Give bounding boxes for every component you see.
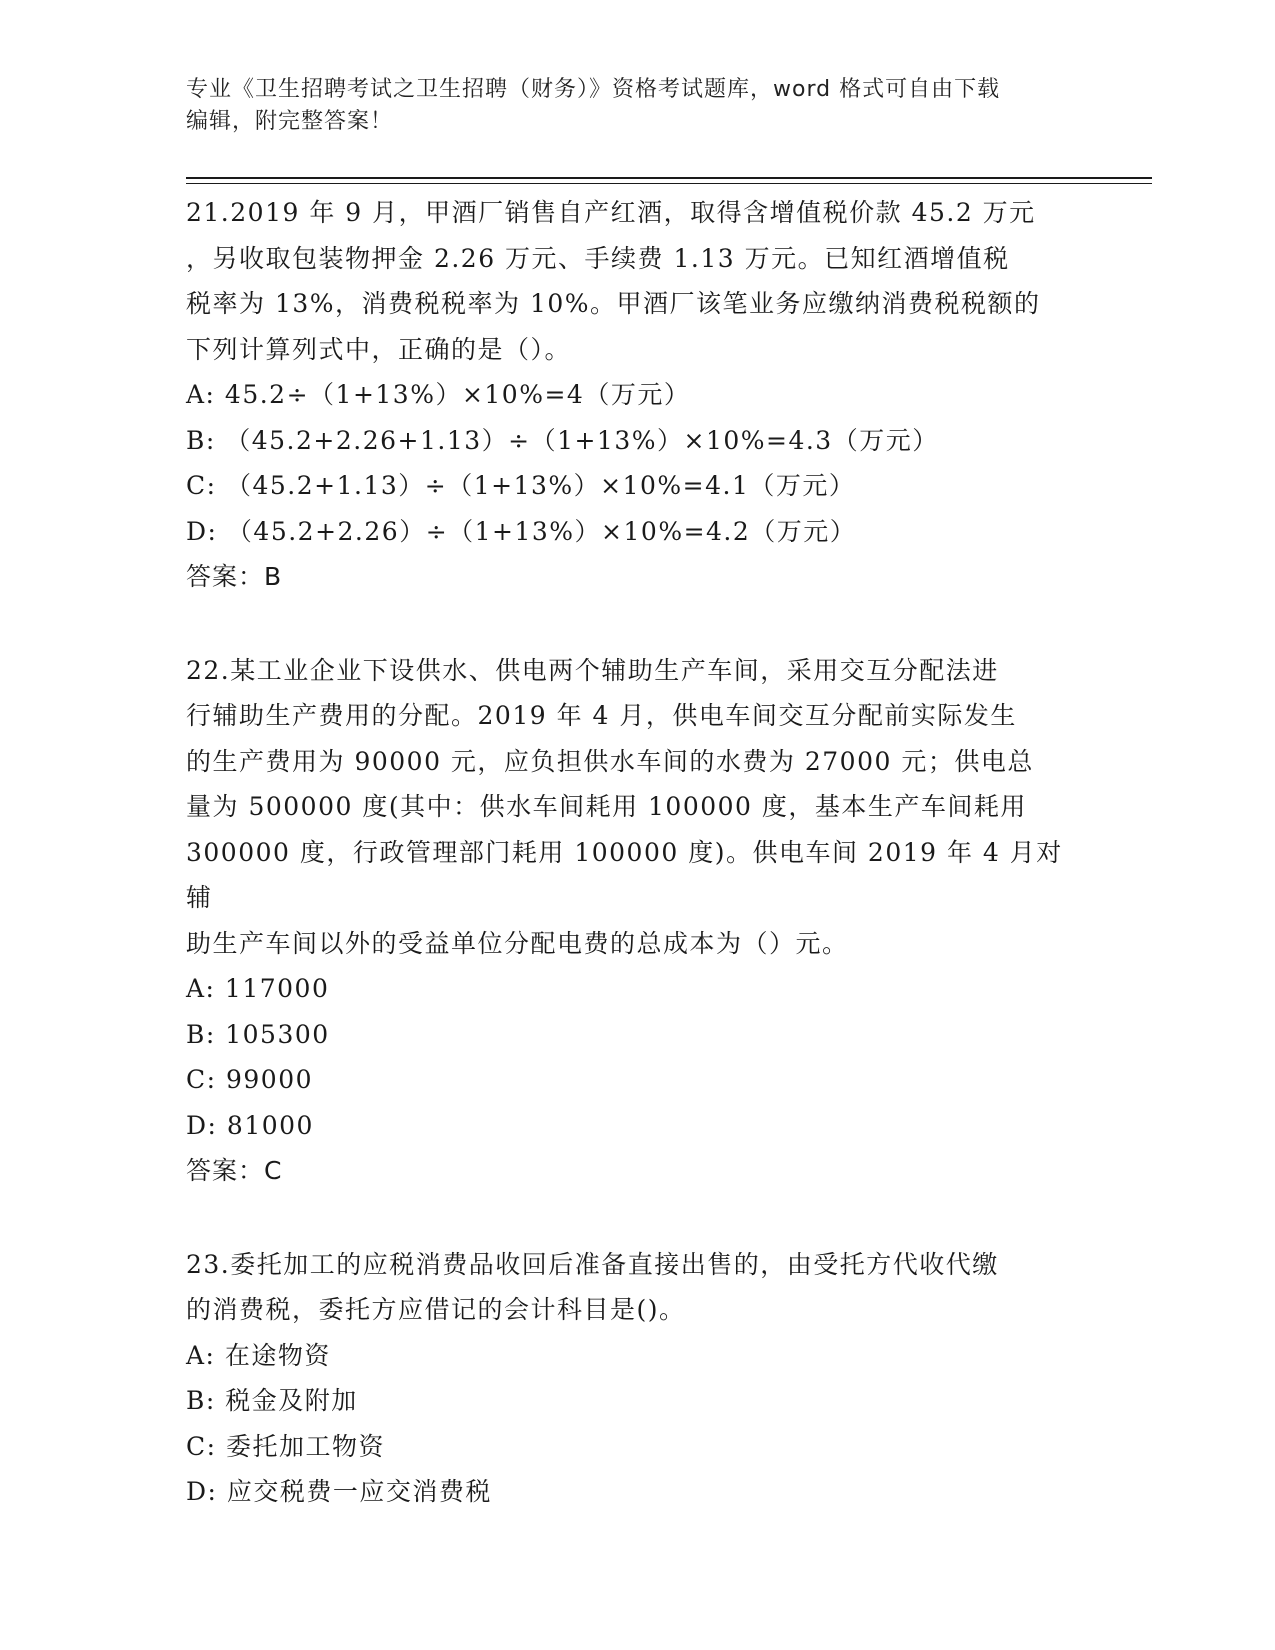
question-stem-line: ，另收取包装物押金 2.26 万元、手续费 1.13 万元。已知红酒增值税 xyxy=(186,243,1010,273)
question-21 xyxy=(186,190,1086,600)
question-stem-line: 的生产费用为 90000 元，应负担供水车间的水费为 27000 元；供电总 xyxy=(186,746,1034,776)
question-stem-line: 的消费税，委托方应借记的会计科目是()。 xyxy=(186,1295,686,1324)
question-list xyxy=(186,190,1086,1515)
answer-label: 答案：C xyxy=(186,1156,283,1185)
option-c: C: 委托加工物资 xyxy=(186,1431,385,1461)
header-divider-thin xyxy=(186,183,1152,184)
option-b: B: （45.2+2.26+1.13）÷（1+13%）×10%=4.3（万元） xyxy=(186,425,939,455)
option-d: D: 应交税费一应交消费税 xyxy=(186,1477,492,1506)
option-c: C: 99000 xyxy=(186,1065,314,1094)
option-b: B: 105300 xyxy=(186,1019,330,1049)
header-line-1: 专业《卫生招聘考试之卫生招聘（财务）》资格考试题库，word 格式可自由下载 xyxy=(186,77,1001,102)
question-spacer xyxy=(186,1194,1086,1242)
header-line-2: 编辑，附完整答案！ xyxy=(186,109,394,134)
question-stem-line: 助生产车间以外的受益单位分配电费的总成本为（）元。 xyxy=(186,928,849,958)
option-a: A: 45.2÷（1+13%）×10%=4（万元） xyxy=(186,380,691,409)
option-a: A: 117000 xyxy=(186,974,330,1003)
question-stem-line: 300000 度，行政管理部门耗用 100000 度)。供电车间 2019 年 4 月对辅 xyxy=(186,837,1063,912)
question-22 xyxy=(186,648,1086,1194)
question-stem-line: 23.委托加工的应税消费品收回后准备直接出售的，由受托方代收代缴 xyxy=(186,1249,999,1279)
page-header xyxy=(186,74,1066,138)
header-divider-thick xyxy=(186,177,1152,179)
question-stem-line: 22.某工业企业下设供水、供电两个辅助生产车间，采用交互分配法进 xyxy=(186,655,999,685)
question-spacer xyxy=(186,600,1086,648)
question-stem-line: 行辅助生产费用的分配。2019 年 4 月，供电车间交互分配前实际发生 xyxy=(186,701,1017,730)
question-23 xyxy=(186,1242,1086,1515)
option-b: B: 税金及附加 xyxy=(186,1386,358,1415)
question-stem-line: 税率为 13%，消费税税率为 10%。甲酒厂该笔业务应缴纳消费税税额的 xyxy=(186,289,1041,318)
option-d: D: 81000 xyxy=(186,1110,314,1140)
question-stem-line: 下列计算列式中，正确的是（）。 xyxy=(186,334,572,364)
answer-label: 答案：B xyxy=(186,562,283,591)
option-d: D: （45.2+2.26）÷（1+13%）×10%=4.2（万元） xyxy=(186,516,857,546)
question-stem-line: 21.2019 年 9 月，甲酒厂销售自产红酒，取得含增值税价款 45.2 万元 xyxy=(186,198,1036,227)
option-a: A: 在途物资 xyxy=(186,1340,331,1370)
question-stem-line: 量为 500000 度(其中：供水车间耗用 100000 度，基本生产车间耗用 xyxy=(186,792,1027,821)
option-c: C: （45.2+1.13）÷（1+13%）×10%=4.1（万元） xyxy=(186,471,856,500)
